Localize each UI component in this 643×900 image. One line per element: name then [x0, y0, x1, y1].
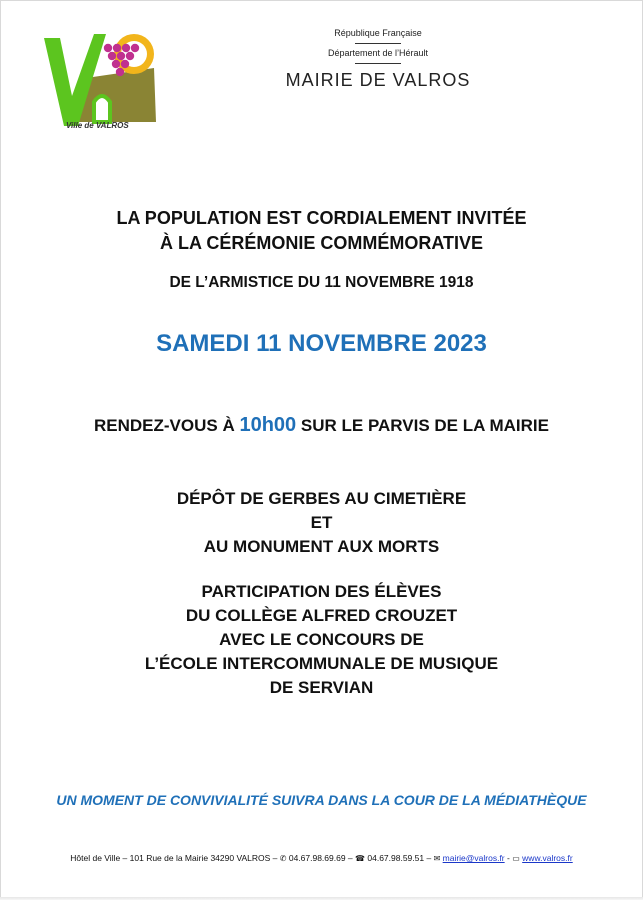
phone-icon: ✆ — [279, 854, 287, 863]
armistice-line: DE L’ARMISTICE DU 11 NOVEMBRE 1918 — [169, 274, 474, 291]
rendezvous-time: 10h00 — [239, 414, 297, 436]
footer-fax: 04.67.98.59.51 – — [367, 853, 432, 863]
valros-logo — [42, 30, 160, 130]
depot-line: AU MONUMENT AUX MORTS — [203, 537, 440, 556]
footer-phone: 04.67.98.69.69 – — [288, 853, 353, 863]
monitor-icon: ▭ — [512, 854, 520, 863]
rendezvous-prefix: RENDEZ-VOUS À — [93, 416, 240, 435]
republique-label: République Française — [334, 28, 422, 38]
rendezvous-suffix: SUR LE PARVIS DE LA MAIRIE — [296, 416, 549, 435]
header-divider — [355, 63, 401, 64]
header-divider — [355, 43, 401, 44]
depot-line: DÉPÔT DE GERBES AU CIMETIÈRE — [176, 489, 467, 508]
envelope-icon: ✉ — [433, 854, 441, 863]
invitation-line-2: À LA CÉRÉMONIE COMMÉMORATIVE — [160, 233, 483, 253]
logo-arch — [94, 96, 110, 122]
event-date: SAMEDI 11 NOVEMBRE 2023 — [156, 330, 487, 357]
conviviality-note: UN MOMENT DE CONVIVIALITÉ SUIVRA DANS LA COUR DE LA MÉDIATHÈQUE — [56, 792, 587, 808]
participation-line: AVEC LE CONCOURS DE — [219, 630, 424, 649]
participation-block — [0, 580, 643, 700]
footer-contact — [0, 853, 643, 863]
participation-line: DU COLLÈGE ALFRED CROUZET — [185, 606, 458, 625]
participation-line: PARTICIPATION DES ÉLÈVES — [201, 582, 442, 601]
depot-line: ET — [310, 513, 333, 532]
rendezvous-line — [0, 414, 643, 437]
mairie-title: MAIRIE DE VALROS — [285, 70, 471, 90]
logo-caption: Ville de VALROS — [66, 121, 129, 130]
email-link[interactable]: mairie@valros.fr — [442, 853, 505, 863]
participation-line: L’ÉCOLE INTERCOMMUNALE DE MUSIQUE — [144, 654, 499, 673]
invitation-line-1: LA POPULATION EST CORDIALEMENT INVITÉE — [116, 208, 527, 228]
depot-block — [0, 487, 643, 559]
website-link[interactable]: www.valros.fr — [522, 853, 573, 863]
footer-address: Hôtel de Ville – 101 Rue de la Mairie 34290 VALROS – — [70, 853, 278, 863]
page-header — [250, 28, 506, 91]
logo-graphic — [42, 30, 160, 130]
invitation-heading — [0, 206, 643, 256]
footer-separator: - — [507, 853, 510, 863]
participation-line: DE SERVIAN — [269, 678, 374, 697]
fax-icon: ☎ — [355, 854, 365, 863]
departement-label: Département de l’Hérault — [327, 48, 429, 58]
